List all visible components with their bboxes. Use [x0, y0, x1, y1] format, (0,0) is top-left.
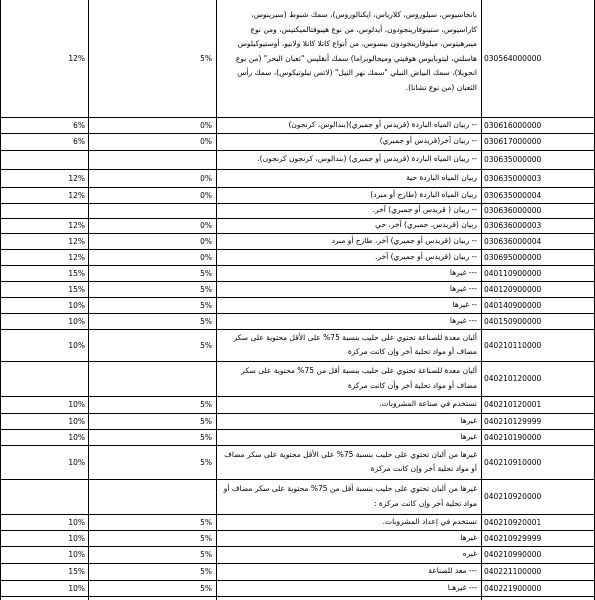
hs-code-cell: 040150900000 — [484, 316, 542, 326]
description-cell — [216, 187, 481, 203]
hs-code-cell: 030636000003 — [484, 221, 542, 230]
rate-cell-outer: 12% — [68, 236, 85, 246]
table-row — [0, 361, 595, 396]
rate-cell-inner — [88, 203, 216, 218]
description-text: غيرها — [460, 415, 477, 425]
table-row — [0, 329, 595, 361]
rate-cell-outer: 12% — [68, 190, 85, 200]
description-cell — [216, 479, 481, 514]
description-cell — [216, 169, 481, 187]
hs-code-cell: 040140900000 — [484, 300, 542, 310]
rate-cell-inner: 5% — [200, 432, 212, 442]
table-row — [0, 150, 595, 169]
description-cell — [216, 514, 481, 530]
description-text: --- معد للصناعة — [428, 566, 477, 576]
description-text: -- ربيان (قريدس أو جمبري) آخر، طازج أو مبرد — [331, 235, 477, 245]
hs-code-cell: 040210910000 — [484, 457, 542, 467]
description-text: --- غيرها — [449, 267, 477, 277]
description-cell — [216, 265, 481, 281]
rate-cell-outer: 10% — [68, 517, 85, 527]
rate-cell-outer: 15% — [68, 284, 85, 294]
rate-cell-outer — [0, 203, 88, 218]
hs-code-cell: 040210120001 — [484, 400, 542, 409]
table-row — [0, 133, 595, 150]
description-cell — [216, 297, 481, 313]
rate-cell-inner: 5% — [200, 400, 212, 409]
hs-code-cell: 030636000004 — [484, 236, 542, 246]
description-cell — [216, 396, 481, 413]
description-text: غيرها — [460, 532, 477, 542]
rate-cell-inner — [88, 150, 216, 169]
table-row — [0, 249, 595, 265]
description-text: -- ربيان ( قريدس أو جمبري) آخر. — [372, 205, 477, 215]
rate-cell-outer: 10% — [68, 340, 85, 350]
rate-cell-inner: 5% — [200, 567, 212, 576]
hs-code-cell: 040210920000 — [484, 492, 542, 501]
description-text: -- ربيان آخر(قريدس أو جمبري) — [379, 136, 477, 146]
description-text: غيرها من ألبان تحتوي على حليب بنسبة أقل من 75% محتوية على سكر مضاف أو مواد تحلية أخر وإن كانت مركزة : — [223, 484, 477, 508]
rate-cell-outer: 10% — [68, 416, 85, 426]
table-row — [0, 265, 595, 281]
description-text: -- غيرها — [452, 299, 477, 309]
rate-cell-outer: 12% — [68, 173, 85, 183]
description-text: تستخدم في إعداد المشروبات. — [382, 516, 477, 526]
description-cell — [216, 329, 481, 361]
rate-cell-inner: 0% — [200, 252, 212, 262]
description-text: بانجاسيوس، سيلوروس، كلارياس، ايكتالوروس)، سمك شبوط (سبرينوس، كاراسيوس، ستينوفارينجودون، أيدلوس، من نوع هيبوفتالميكتيس، ومن نوع ميبرهيتوس، ميلوفارينجودون بيسوس، من أنواع كاتلا كاتلا ولابيو، أوستيوكيلوس هاسلتي، ليتوبايوس هوفيني وميجالوبراما) سمك أنقليس "ثعبان البحر" (من نوع انجويلا)، سمك البياض النيلي "سمك نهر النيل" (لاتس نيلوتيكوس)، سمك رأس الثعبان (من نوع تشانا). — [235, 10, 477, 92]
rate-cell-inner: 5% — [200, 517, 212, 527]
table-row — [0, 0, 595, 117]
rate-cell-outer: 10% — [68, 400, 85, 409]
table-row — [0, 233, 595, 249]
rate-cell-inner: 0% — [200, 190, 212, 200]
table-row — [0, 187, 595, 203]
rate-cell-outer — [0, 479, 88, 514]
rate-cell-inner — [88, 479, 216, 514]
table-row — [0, 514, 595, 530]
hs-code-cell: 040221100000 — [484, 567, 542, 576]
table-row — [0, 281, 595, 297]
description-text: -- ربيان (قريدس أو جمبري) آخر. — [374, 251, 477, 261]
rate-cell-outer: 6% — [73, 137, 85, 146]
hs-code-cell: 040210190000 — [484, 432, 542, 442]
hs-code-cell: 040210129999 — [484, 416, 542, 426]
description-text: --- غيرها — [449, 283, 477, 293]
table-row — [0, 413, 595, 429]
rate-cell-outer: 10% — [68, 583, 85, 593]
description-text: ربيان المياه الباردة حية — [406, 172, 477, 182]
hs-code-cell: 030636000000 — [484, 206, 542, 215]
description-cell — [216, 117, 481, 133]
table-row — [0, 218, 595, 233]
description-cell — [216, 0, 481, 117]
rate-cell-inner: 5% — [200, 300, 212, 310]
description-text: ربيان المياه الباردة (طازج أو مبرد) — [370, 189, 477, 199]
hs-code-cell: 030635000000 — [484, 155, 542, 164]
rate-cell-outer: 10% — [68, 550, 85, 559]
description-cell — [216, 445, 481, 479]
table-row — [0, 203, 595, 218]
rate-cell-outer — [0, 150, 88, 169]
hs-code-cell: 030695000000 — [484, 252, 542, 262]
rate-cell-outer: 15% — [68, 567, 85, 576]
hs-code-cell: 040110900000 — [484, 268, 542, 278]
hs-code-cell: 040210110000 — [484, 340, 542, 350]
rate-cell-inner: 5% — [200, 550, 212, 559]
rate-cell-inner: 0% — [200, 236, 212, 246]
description-cell — [216, 429, 481, 445]
rate-cell-outer: 12% — [68, 252, 85, 262]
rate-cell-inner: 0% — [200, 120, 212, 130]
rate-cell-outer: 15% — [68, 268, 85, 278]
rate-cell-outer — [0, 361, 88, 396]
description-text: غيرها — [460, 431, 477, 441]
table-row — [0, 546, 595, 563]
rate-cell-outer: 12% — [68, 54, 85, 63]
rate-cell-inner: 0% — [200, 221, 212, 230]
description-cell — [216, 313, 481, 329]
description-cell — [216, 150, 481, 169]
rate-cell-inner: 0% — [200, 137, 212, 146]
hs-code-cell: 030617000000 — [484, 137, 542, 146]
rate-cell-outer: 6% — [73, 120, 85, 130]
table-row — [0, 479, 595, 514]
rate-cell-outer: 10% — [68, 533, 85, 543]
rate-cell-outer: 12% — [68, 221, 85, 230]
description-text: -- ربيان المياه الباردة (قريدس أو جمبري)(بندالوس، كرنجون) — [288, 119, 477, 129]
hs-code-cell: 040221900000 — [484, 583, 542, 593]
description-text: ربيان (قريدس، جمبري) آخر، حي — [375, 220, 477, 230]
row-divider — [0, 596, 595, 597]
description-cell — [216, 546, 481, 563]
rate-cell-inner: 5% — [200, 416, 212, 426]
description-cell — [216, 530, 481, 546]
description-text: -- ربيان المياه الباردة (قريدس أو جمبري) (بندالوس، كرنجون كرنجون). — [257, 154, 477, 164]
rate-cell-outer: 10% — [68, 300, 85, 310]
description-text: --- غيرهـا — [447, 582, 477, 592]
description-cell — [216, 580, 481, 596]
description-cell — [216, 233, 481, 249]
description-text: ألبان معدة للصناعة تحتوي على حليب بنسبة 75% على الأقل محتوية على سكر مضاف أو مواد تحلية أخر وإن كانت مركزة — [233, 332, 477, 356]
table-row — [0, 445, 595, 479]
rate-cell-inner — [88, 361, 216, 396]
hs-code-cell: 030635000003 — [484, 173, 542, 183]
description-cell — [216, 281, 481, 297]
hs-code-cell: 040210120000 — [484, 374, 542, 383]
table-row — [0, 313, 595, 329]
table-row — [0, 396, 595, 413]
description-cell — [216, 413, 481, 429]
rate-cell-inner: 5% — [200, 583, 212, 593]
table-row — [0, 169, 595, 187]
description-cell — [216, 249, 481, 265]
table-row — [0, 297, 595, 313]
rate-cell-outer: 10% — [68, 432, 85, 442]
description-cell — [216, 218, 481, 233]
rate-cell-inner: 5% — [200, 268, 212, 278]
table-row — [0, 429, 595, 445]
rate-cell-inner: 5% — [200, 340, 212, 350]
hs-code-cell: 030635000004 — [484, 190, 542, 200]
hs-code-cell: 040210990000 — [484, 550, 542, 559]
rate-cell-inner: 5% — [200, 284, 212, 294]
rate-cell-outer: 10% — [68, 316, 85, 326]
hs-code-cell: 040120900000 — [484, 284, 542, 294]
table-row — [0, 580, 595, 596]
description-text: غيره — [462, 549, 477, 559]
description-cell — [216, 563, 481, 580]
description-cell — [216, 361, 481, 396]
rate-cell-inner: 0% — [200, 173, 212, 183]
rate-cell-outer: 10% — [68, 457, 85, 467]
hs-code-cell: 040210920001 — [484, 517, 542, 527]
description-text: تستخدم في صناعة المشروبات. — [379, 399, 477, 409]
rate-cell-inner: 5% — [200, 457, 212, 467]
hs-code-cell: 030564000000 — [484, 54, 542, 63]
description-cell — [216, 203, 481, 218]
hs-code-cell: 030616000000 — [484, 120, 542, 130]
table-row — [0, 563, 595, 580]
rate-cell-inner: 5% — [200, 54, 212, 63]
table-row — [0, 530, 595, 546]
description-cell — [216, 133, 481, 150]
table-row — [0, 117, 595, 133]
hs-code-cell: 040210929999 — [484, 533, 542, 543]
rate-cell-inner: 5% — [200, 533, 212, 543]
description-text: --- غيرها — [449, 315, 477, 325]
description-text: ألبان معدة للصناعة تحتوي على حليب بنسبة أقل من 75% محتوية على سكر مضاف أو مواد تحلية أخر وأن كانت مركزة — [241, 366, 477, 390]
rate-cell-inner: 5% — [200, 316, 212, 326]
description-text: غيرها من ألبان تحتوي على حليب بنسبة 75% على الأقل محتوية على سكر مضاف أو مواد تحلية أخر وإن كانت مركزة — [224, 449, 477, 473]
